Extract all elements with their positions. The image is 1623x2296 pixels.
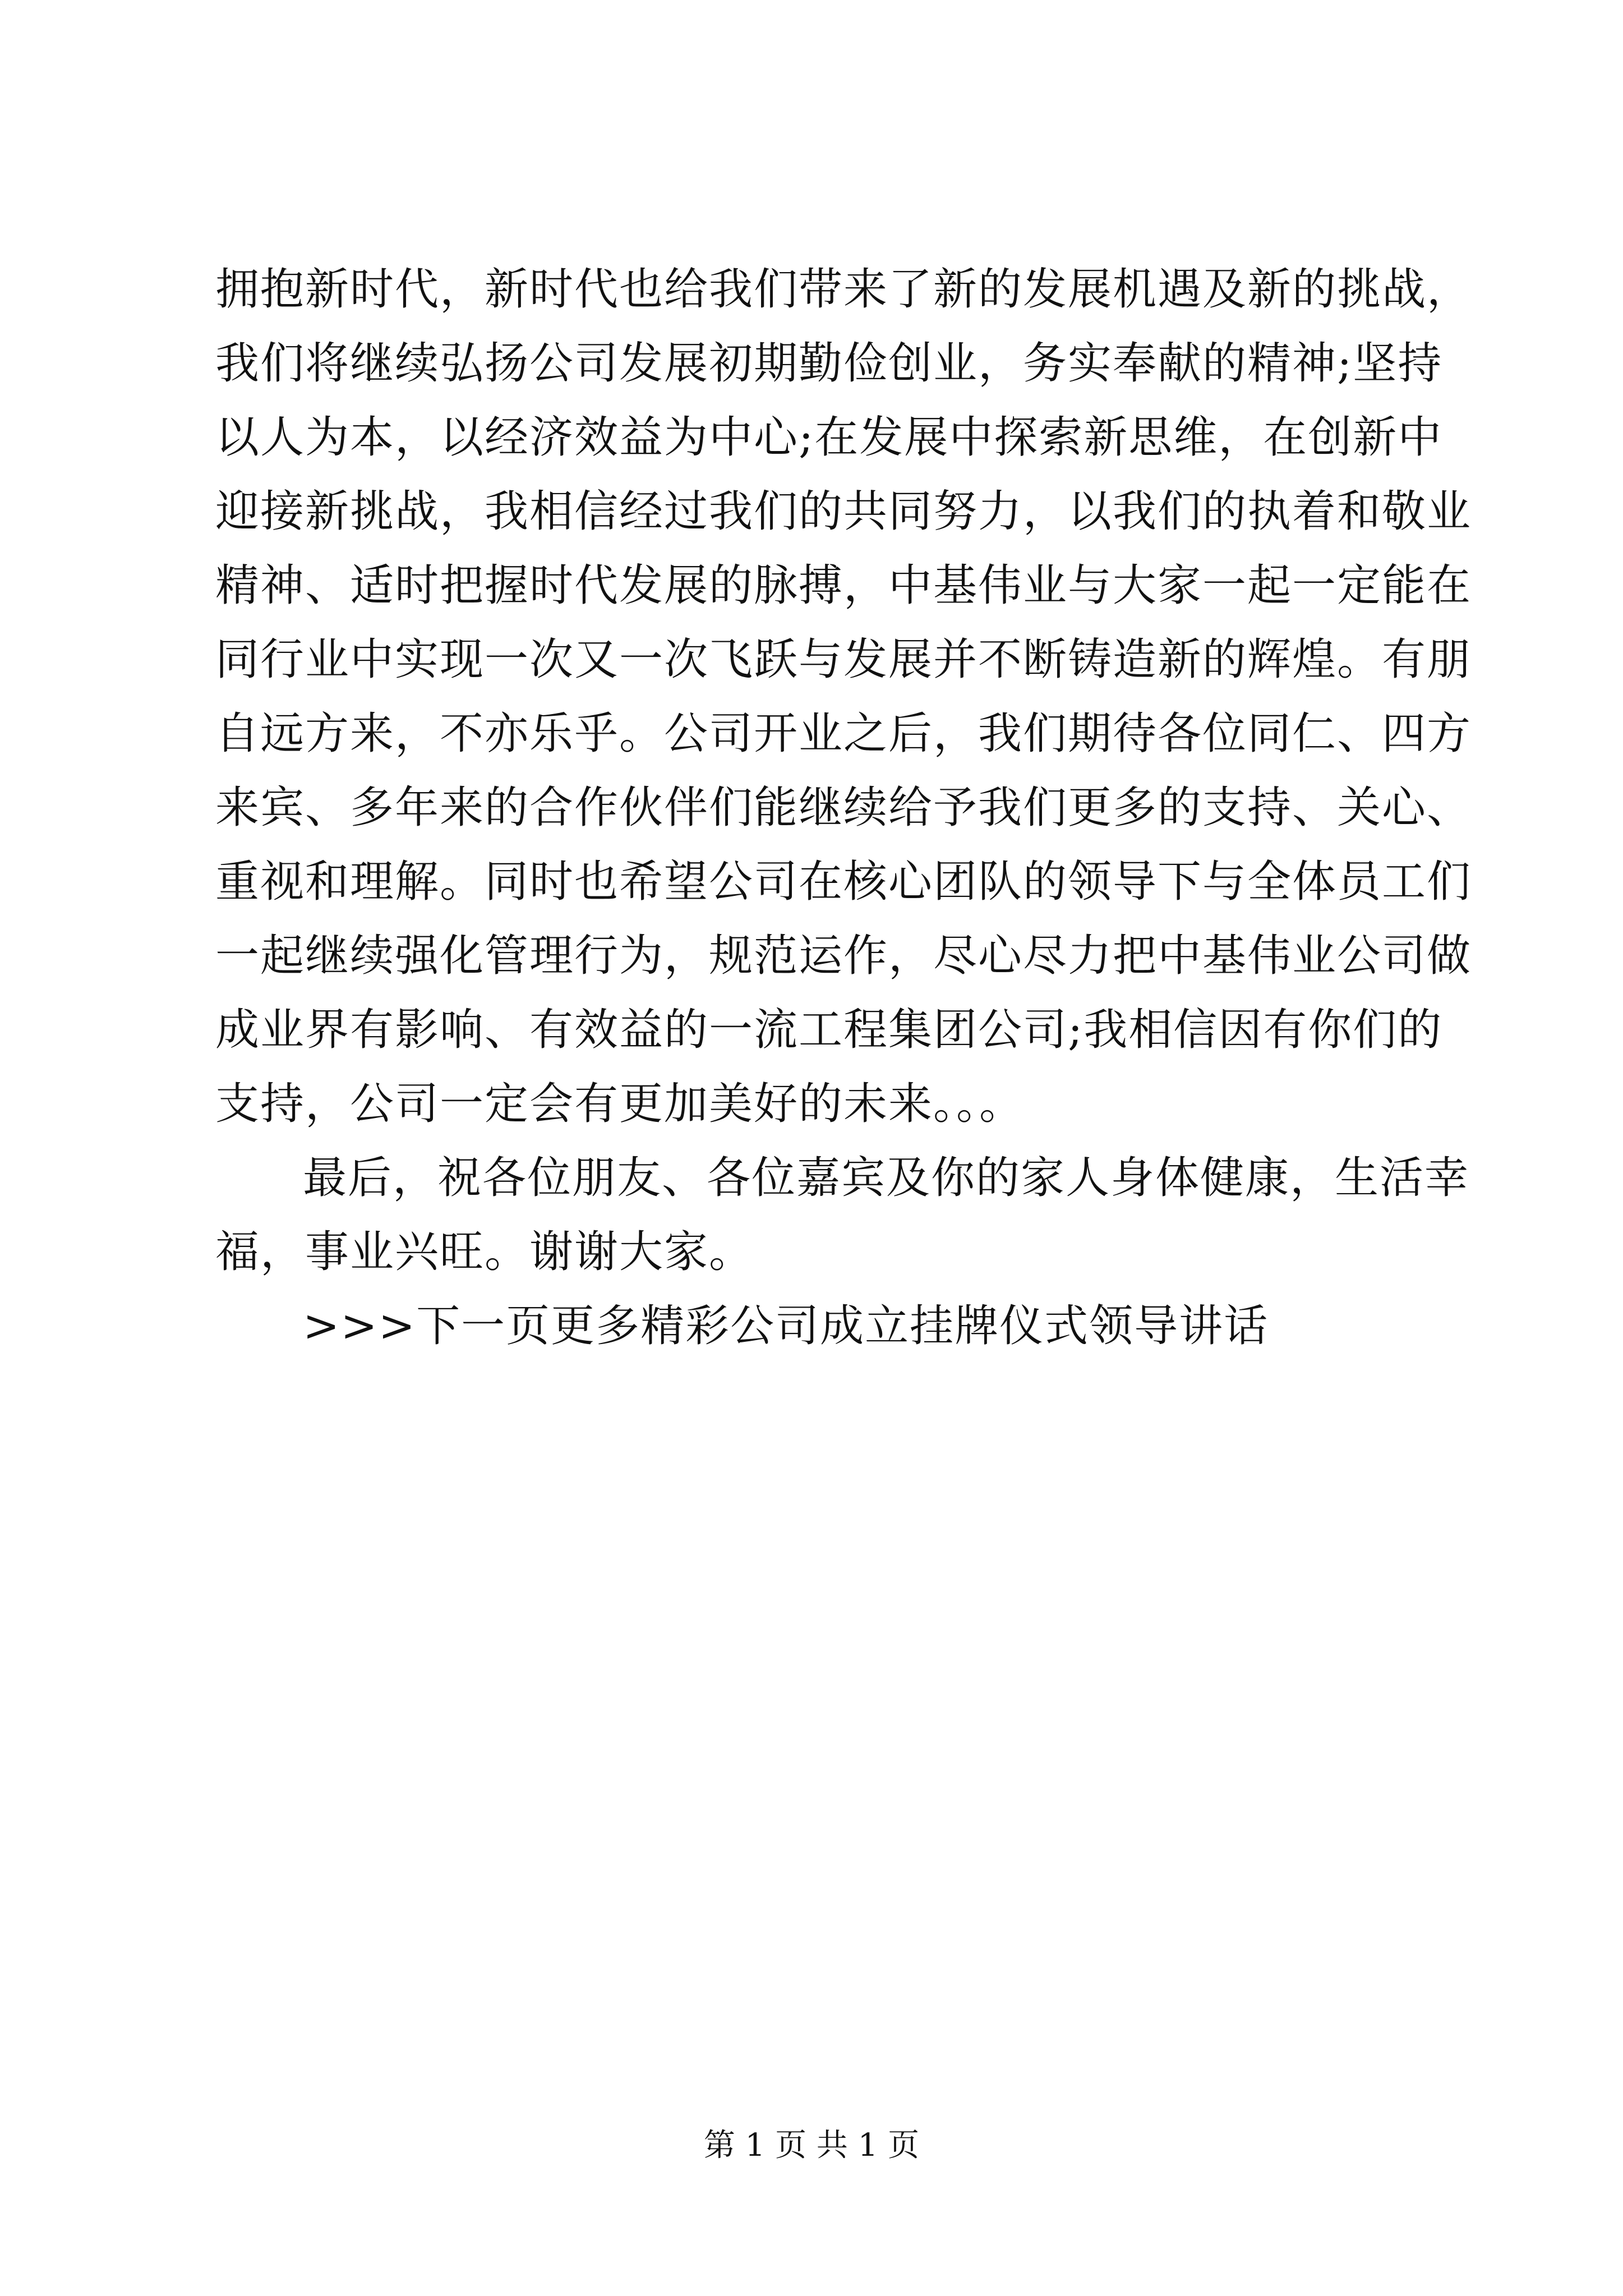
document-body <box>215 252 1472 1363</box>
text-line: 迎接新挑战，我相信经过我们的共同努力，以我们的执着和敬业 <box>215 486 1472 537</box>
text-line: 成业界有影响、有效益的一流工程集团公司;我相信因有你们的 <box>215 1005 1443 1055</box>
text-line: 自远方来，不亦乐乎。公司开业之后，我们期待各位同仁、四方 <box>215 708 1472 759</box>
paragraph-1 <box>215 252 1472 1141</box>
paragraph-2 <box>215 1141 1470 1289</box>
text-line: 同行业中实现一次又一次飞跃与发展并不断铸造新的辉煌。有朋 <box>215 634 1472 685</box>
text-line: 来宾、多年来的合作伙伴们能继续给予我们更多的支持、关心、 <box>215 783 1472 833</box>
text-line: 重视和理解。同时也希望公司在核心团队的领导下与全体员工们 <box>215 857 1472 907</box>
text-line: 福，事业兴旺。谢谢大家。 <box>215 1227 754 1277</box>
text-line: 最后，祝各位朋友、各位嘉宾及你的家人身体健康，生活幸 <box>303 1153 1470 1203</box>
next-page-link[interactable]: >>>下一页更多精彩公司成立挂牌仪式领导讲话 <box>303 1301 1269 1351</box>
text-line: 我们将继续弘扬公司发展初期勤俭创业，务实奉献的精神;坚持 <box>215 338 1443 389</box>
page-number-footer: 第 1 页 共 1 页 <box>703 2127 920 2164</box>
text-line: 一起继续强化管理行为，规范运作，尽心尽力把中基伟业公司做 <box>215 931 1472 981</box>
text-line: 以人为本，以经济效益为中心;在发展中探索新思维，在创新中 <box>215 412 1443 463</box>
text-line: 拥抱新时代，新时代也给我们带来了新的发展机遇及新的挑战， <box>215 264 1472 315</box>
text-line: 支持，公司一定会有更加美好的未来。。。 <box>215 1079 1025 1129</box>
text-line: 精神、适时把握时代发展的脉搏，中基伟业与大家一起一定能在 <box>215 560 1472 611</box>
